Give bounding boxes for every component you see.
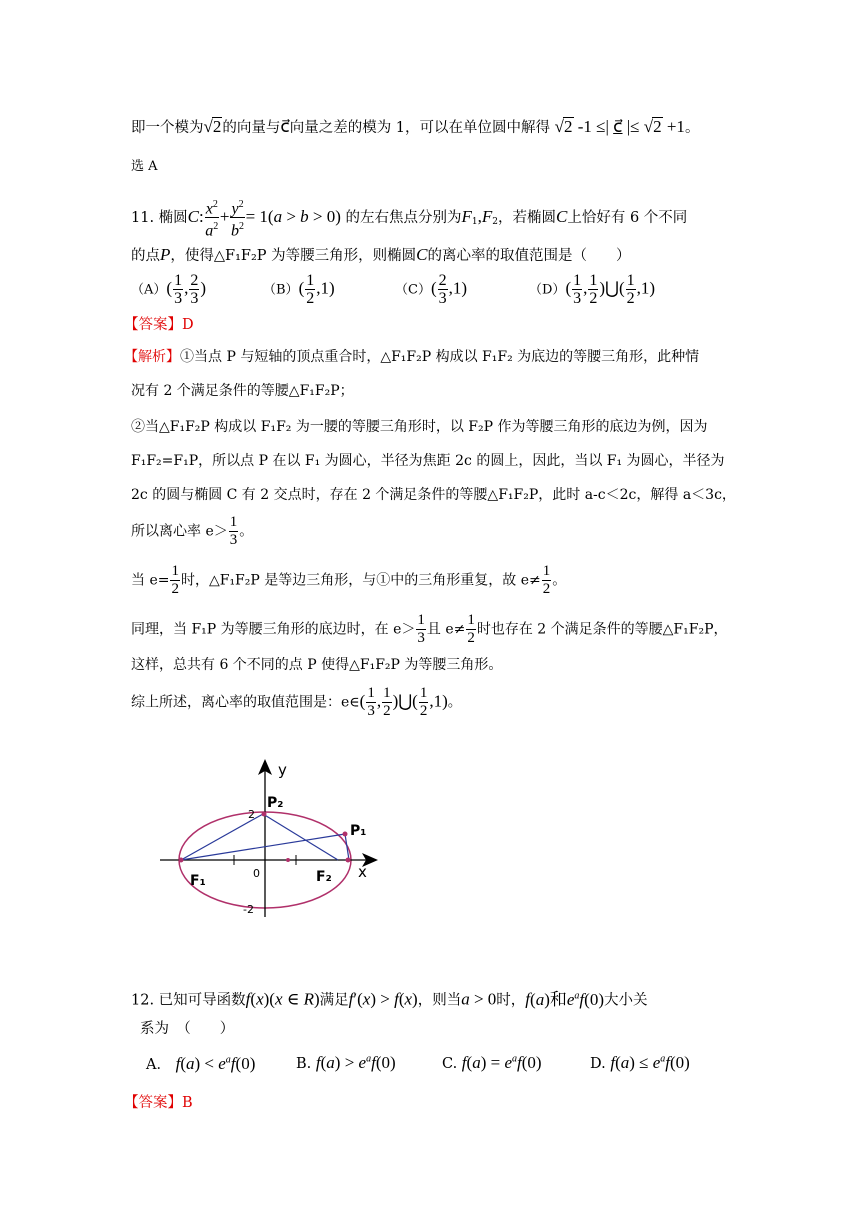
label-x: x xyxy=(358,863,367,881)
analysis-line-6: 所以离心率 e＞ $\frac{1}{3}$ 。 xyxy=(131,514,254,548)
q11-answer xyxy=(124,315,194,335)
q11-number: 11. xyxy=(131,209,155,226)
label-p2: P₂ xyxy=(267,795,284,811)
label-y-top: 2 xyxy=(248,808,255,821)
label-y: y xyxy=(278,761,287,779)
analysis-line-4: F₁F₂=F₁P，所以点 P 在以 F₁ 为圆心，半径为焦距 2c 的圆上，因此，当以 F₁ 为圆心，半径为 xyxy=(131,453,725,469)
ellipse-equation: C xyxy=(187,206,200,226)
intro-text-a: 即一个模为 xyxy=(131,120,204,136)
q11-option-c: （C）( $\frac{2}{3}$ ,1) xyxy=(395,272,468,307)
q12-number: 12. xyxy=(131,992,155,1009)
q12-line2: 系为 （ ） xyxy=(140,1021,235,1037)
q11-text-b: 的左右焦点分别为 xyxy=(345,209,462,226)
answer-tag: 【答案】 xyxy=(124,317,182,333)
q11-line2: 的点P，使得△F₁F₂P 为等腰三角形，则椭圆C的离心率的取值范围是（ ） xyxy=(131,245,631,264)
q11-text-e: 的点 xyxy=(131,248,160,264)
inequality-math: √2 -1 ≤| c⃗ |≤ √2 +1 xyxy=(554,117,685,136)
q12-option-c: C. $f(a) = e^af(0)$ xyxy=(442,1053,542,1072)
q11-text-f: ，使得△F₁F₂P 为等腰三角形，则椭圆 xyxy=(170,248,417,264)
q11-text-a: 椭圆 xyxy=(158,209,188,226)
analysis-line-1: 【解析】①当点 P 与短轴的顶点重合时，△F₁F₂P 构成以 F₁F₂ 为底边的等腰三角形，此种情 xyxy=(124,349,700,365)
ellipse-figure xyxy=(150,755,390,925)
point-mid xyxy=(286,858,290,862)
q11-option-a: （A）( $\frac{1}{3}$ , $\frac{2}{3}$ ) xyxy=(131,272,206,307)
analysis-tag: 【解析】 xyxy=(124,349,180,365)
intro-text-c: 向量之差的模为 1，可以在单位圆中解得 xyxy=(289,120,551,136)
label-y-bottom: -2 xyxy=(243,903,254,916)
analysis-line-10: 综上所述，离心率的取值范围是：e∈( $\frac{1}{3}$ , $\frac{1}{2}$ )⋃( $\frac{1}{2}$ ,1)。 xyxy=(131,685,462,719)
answer-value: D xyxy=(182,317,194,333)
label-f1: F₁ xyxy=(190,873,206,889)
q11-text-g: 的离心率的取值范围是（ ） xyxy=(427,248,631,264)
analysis-line-5: 2c 的圆与椭圆 C 有 2 交点时，存在 2 个满足条件的等腰△F₁F₂P，此时 a-c＜2c，解得 a＜3c， xyxy=(131,487,736,503)
q12-option-a: A． $f(a) < e^af(0)$ xyxy=(146,1054,256,1073)
q11-option-b: （B）( $\frac{1}{2}$ ,1) xyxy=(263,272,335,307)
point-f2 xyxy=(346,858,351,863)
label-p1: P₁ xyxy=(350,823,367,839)
q12-option-b: B. $f(a) > e^af(0)$ xyxy=(296,1053,396,1072)
foci-math: F xyxy=(461,206,472,226)
point-p2 xyxy=(262,812,267,817)
sqrt2-math: √2 xyxy=(203,117,222,136)
q12-answer: 【答案】B xyxy=(124,1095,193,1111)
q11-line1: 11. 椭圆C: $\frac{x^2}{a^2}$ + $\frac{y^2}{b^2}$ = 1(a > b > 0) 的左右焦点分别为$F_1,F_2$，若椭圆C上恰好有 6 个不同 xyxy=(131,196,687,242)
q11-text-c: ，若椭圆 xyxy=(498,209,557,226)
q11-text-d: 上恰好有 6 个不同 xyxy=(567,209,688,226)
label-f2: F₂ xyxy=(316,869,332,885)
intro-text-d: 。 xyxy=(684,120,700,136)
analysis-line-9: 这样，总共有 6 个不同的点 P 使得△F₁F₂P 为等腰三角形。 xyxy=(131,657,503,673)
q12-option-d: D. $f(a) \le e^af(0)$ xyxy=(590,1053,690,1072)
analysis-line-7: 当 e= $\frac{1}{2}$ 时，△F₁F₂P 是等边三角形，与①中的三角形重复，故 e≠ $\frac{1}{2}$ 。 xyxy=(131,563,567,597)
analysis-line-8: 同理，当 F₁P 为等腰三角形的底边时，在 e＞ $\frac{1}{3}$ 且 e≠ $\frac{1}{2}$ 时也存在 2 个满足条件的等腰△F₁F₂P， xyxy=(131,612,728,646)
point-p1 xyxy=(343,832,348,837)
vector-c-math: c⃗ xyxy=(280,117,290,136)
analysis-line-3: ②当△F₁F₂P 构成以 F₁F₂ 为一腰的等腰三角形时，以 F₂P 作为等腰三角形的底边为例，因为 xyxy=(131,419,708,435)
q11-option-d: （D）( $\frac{1}{3}$ , $\frac{1}{2}$ )⋃( $\frac{1}{2}$ ,1) xyxy=(529,272,656,307)
q12-line1: 12. 已知可导函数f(x)(x ∈ R)满足f′(x) > f(x)，则当a > 0时，f(a)和$e^af(0)$大小关 xyxy=(131,989,648,1009)
intro-line xyxy=(131,117,699,138)
label-origin: 0 xyxy=(253,867,260,880)
choose-a: 选 A xyxy=(131,159,158,174)
segment-f1-p1 xyxy=(181,834,345,860)
point-f1 xyxy=(179,858,184,863)
intro-text-b: 的向量与 xyxy=(222,120,281,136)
analysis-line-2: 况有 2 个满足条件的等腰△F₁F₂P； xyxy=(131,383,354,399)
